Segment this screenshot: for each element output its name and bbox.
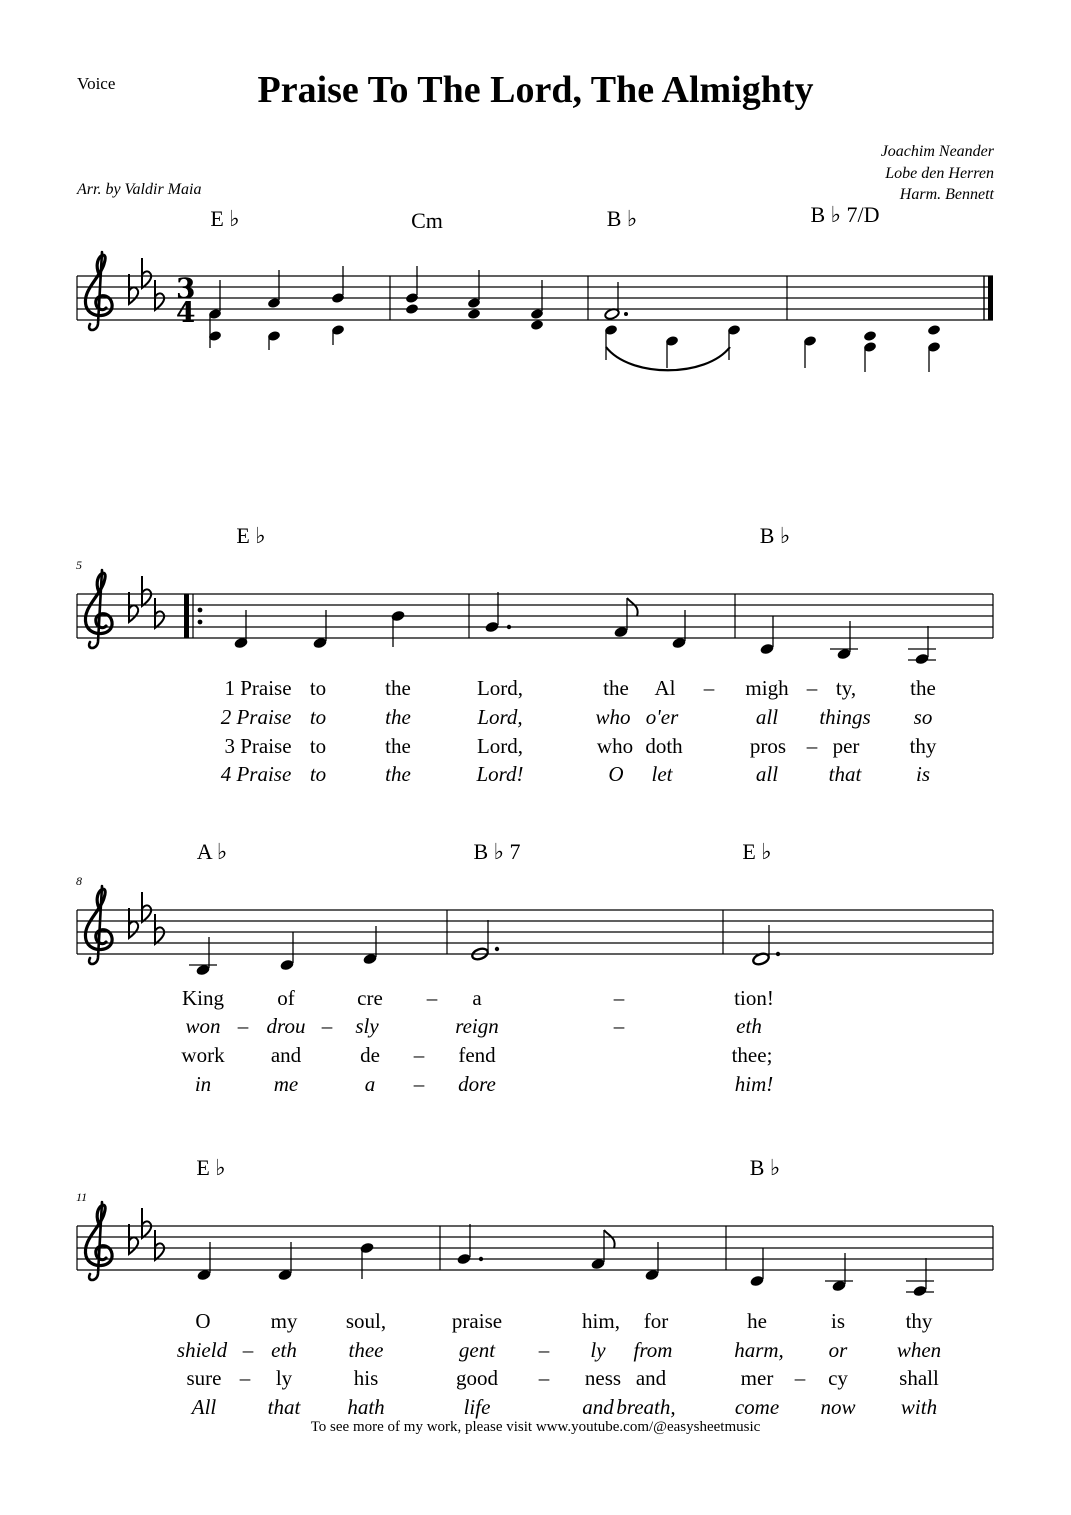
lyric-syllable: eth	[271, 1338, 297, 1362]
staff-system-2	[77, 570, 993, 665]
lyric-syllable: the	[385, 705, 411, 729]
lyric-syllable: that	[828, 762, 862, 786]
lyric-syllable: o'er	[645, 705, 679, 729]
lyric-syllable: of	[277, 986, 295, 1010]
lyric-syllable: thy	[909, 734, 937, 758]
instrument-name: Voice	[77, 74, 116, 93]
lyric-syllable: the	[910, 676, 936, 700]
lyric-syllable: him!	[734, 1072, 774, 1096]
footer-note: To see more of my work, please visit www.youtube.com/@easysheetmusic	[310, 1419, 761, 1435]
lyric-syllable: and	[270, 1043, 302, 1067]
lyric-syllable: is	[915, 762, 931, 786]
lyric-syllable: and	[635, 1366, 667, 1390]
lyric-syllable: 2 Praise	[220, 705, 292, 729]
lyric-syllable: doth	[645, 734, 683, 758]
chord-symbol: B ♭ 7/D	[810, 202, 880, 227]
lyric-syllable: to	[309, 734, 327, 758]
lyric-syllable: to	[309, 676, 327, 700]
lyric-syllable: Al	[654, 676, 676, 700]
lyric-syllable: with	[900, 1395, 938, 1419]
lyric-hyphen: –	[703, 676, 715, 700]
lyric-hyphen: –	[794, 1366, 806, 1390]
lyric-syllable: ly	[590, 1338, 606, 1362]
chord-symbol: B ♭ 7	[473, 839, 521, 864]
lyric-syllable: thee;	[731, 1043, 773, 1067]
lyric-syllable: harm,	[734, 1338, 784, 1362]
lyric-syllable: de	[360, 1043, 380, 1067]
lyric-syllable: work	[181, 1043, 225, 1067]
chord-symbol: E ♭	[236, 523, 266, 548]
lyric-syllable: shall	[899, 1366, 939, 1390]
lyric-syllable: my	[270, 1309, 298, 1333]
lyric-hyphen: –	[426, 986, 438, 1010]
lyric-hyphen: –	[413, 1072, 425, 1096]
lyric-syllable: to	[309, 762, 327, 786]
lyric-syllable: ty,	[835, 676, 857, 700]
credit-harmony: Harm. Bennett	[899, 186, 994, 203]
lyric-syllable: now	[820, 1395, 856, 1419]
lyric-syllable: things	[819, 705, 871, 729]
lyric-hyphen: –	[806, 734, 818, 758]
lyric-syllable: tion!	[734, 986, 774, 1010]
lyric-syllable: breath,	[616, 1395, 676, 1419]
lyric-syllable: the	[385, 676, 411, 700]
lyric-syllable: life	[463, 1395, 491, 1419]
lyric-syllable: so	[913, 705, 933, 729]
lyric-hyphen: –	[613, 986, 625, 1010]
lyric-syllable: migh	[745, 676, 789, 700]
lyric-syllable: thy	[905, 1309, 933, 1333]
lyric-syllable: praise	[451, 1309, 503, 1333]
lyric-syllable: the	[385, 734, 411, 758]
lyric-syllable: reign	[455, 1014, 499, 1038]
lyric-syllable: dore	[458, 1072, 496, 1096]
lyric-hyphen: –	[413, 1043, 425, 1067]
lyric-syllable: let	[651, 762, 673, 786]
lyric-syllable: shield	[176, 1338, 228, 1362]
lyric-syllable: eth	[736, 1014, 762, 1038]
lyric-hyphen: –	[242, 1338, 254, 1362]
lyric-syllable: All	[191, 1395, 217, 1419]
lyric-syllable: fend	[458, 1043, 496, 1067]
staff-system-1	[77, 252, 993, 372]
lyric-syllable: to	[309, 705, 327, 729]
chord-symbol: Cm	[411, 208, 443, 233]
lyric-syllable: Lord,	[476, 676, 524, 700]
chord-symbol: B ♭	[759, 523, 791, 548]
lyric-syllable: when	[896, 1338, 942, 1362]
lyric-syllable: 4 Praise	[220, 762, 292, 786]
lyric-syllable: pros	[749, 734, 787, 758]
lyric-hyphen: –	[806, 676, 818, 700]
lyric-syllable: me	[273, 1072, 299, 1096]
arranger-credit: Arr. by Valdir Maia	[77, 181, 202, 198]
lyric-syllable: Lord,	[476, 734, 524, 758]
lyric-syllable: gent	[458, 1338, 496, 1362]
lyric-syllable: is	[830, 1309, 846, 1333]
measure-number: 5	[76, 558, 82, 572]
lyric-syllable: a	[472, 986, 482, 1010]
lyric-syllable: soul,	[345, 1309, 387, 1333]
lyric-hyphen: –	[613, 1014, 625, 1038]
lyric-syllable: he	[747, 1309, 767, 1333]
lyric-syllable: that	[267, 1395, 301, 1419]
lyric-syllable: drou	[266, 1014, 306, 1038]
lyric-syllable: all	[755, 762, 779, 786]
lyric-syllable: hath	[347, 1395, 385, 1419]
lyric-syllable: mer	[740, 1366, 774, 1390]
lyric-syllable: ness	[584, 1366, 622, 1390]
chord-symbol: B ♭	[606, 206, 638, 231]
lyric-syllable: sly	[355, 1014, 379, 1038]
lyric-hyphen: –	[538, 1366, 550, 1390]
staff-system-3	[77, 886, 993, 976]
chord-symbol: E ♭	[196, 1155, 226, 1180]
lyric-syllable: won	[185, 1014, 221, 1038]
measure-number: 11	[76, 1190, 88, 1204]
lyric-syllable: cy	[828, 1366, 848, 1390]
lyric-syllable: or	[828, 1338, 848, 1362]
lyric-syllable: King	[182, 986, 224, 1010]
chord-symbol: B ♭	[749, 1155, 781, 1180]
lyric-syllable: all	[755, 705, 779, 729]
lyric-syllable: the	[385, 762, 411, 786]
credit-tune: Lobe den Herren	[885, 165, 994, 182]
lyric-syllable: come	[734, 1395, 780, 1419]
lyric-syllable: his	[353, 1366, 379, 1390]
lyric-syllable: 3 Praise	[224, 734, 292, 758]
credit-composer: Joachim Neander	[880, 143, 994, 160]
lyric-hyphen: –	[237, 1014, 249, 1038]
lyric-syllable: ly	[275, 1366, 293, 1390]
lyric-syllable: good	[456, 1366, 498, 1390]
lyric-syllable: a	[364, 1072, 376, 1096]
lyric-syllable: who	[596, 734, 634, 758]
lyric-syllable: and	[582, 1395, 614, 1419]
measure-number: 8	[76, 874, 82, 888]
lyric-syllable: sure	[186, 1366, 222, 1390]
chord-symbol: E ♭	[742, 839, 772, 864]
lyric-syllable: O	[608, 762, 624, 786]
lyric-hyphen: –	[239, 1366, 251, 1390]
lyric-syllable: Lord!	[476, 762, 524, 786]
lyric-syllable: the	[603, 676, 629, 700]
lyric-hyphen: –	[321, 1014, 333, 1038]
chord-symbol: A ♭	[196, 839, 228, 864]
lyric-syllable: cre	[357, 986, 383, 1010]
lyric-syllable: per	[832, 734, 860, 758]
chord-symbol: E ♭	[210, 206, 240, 231]
page-title: Praise To The Lord, The Almighty	[257, 69, 814, 111]
staff-system-4	[77, 1202, 993, 1297]
lyric-syllable: thee	[348, 1338, 384, 1362]
time-signature-top: 3	[176, 272, 196, 305]
lyric-syllable: Lord,	[477, 705, 523, 729]
time-signature-bottom: 4	[176, 296, 196, 329]
lyric-syllable: from	[633, 1338, 673, 1362]
lyric-syllable: who	[595, 705, 631, 729]
lyric-syllable: for	[643, 1309, 669, 1333]
lyric-hyphen: –	[538, 1338, 550, 1362]
lyric-syllable: 1 Praise	[224, 676, 292, 700]
lyric-syllable: O	[195, 1309, 211, 1333]
lyric-syllable: in	[194, 1072, 212, 1096]
lyric-syllable: him,	[582, 1309, 620, 1333]
